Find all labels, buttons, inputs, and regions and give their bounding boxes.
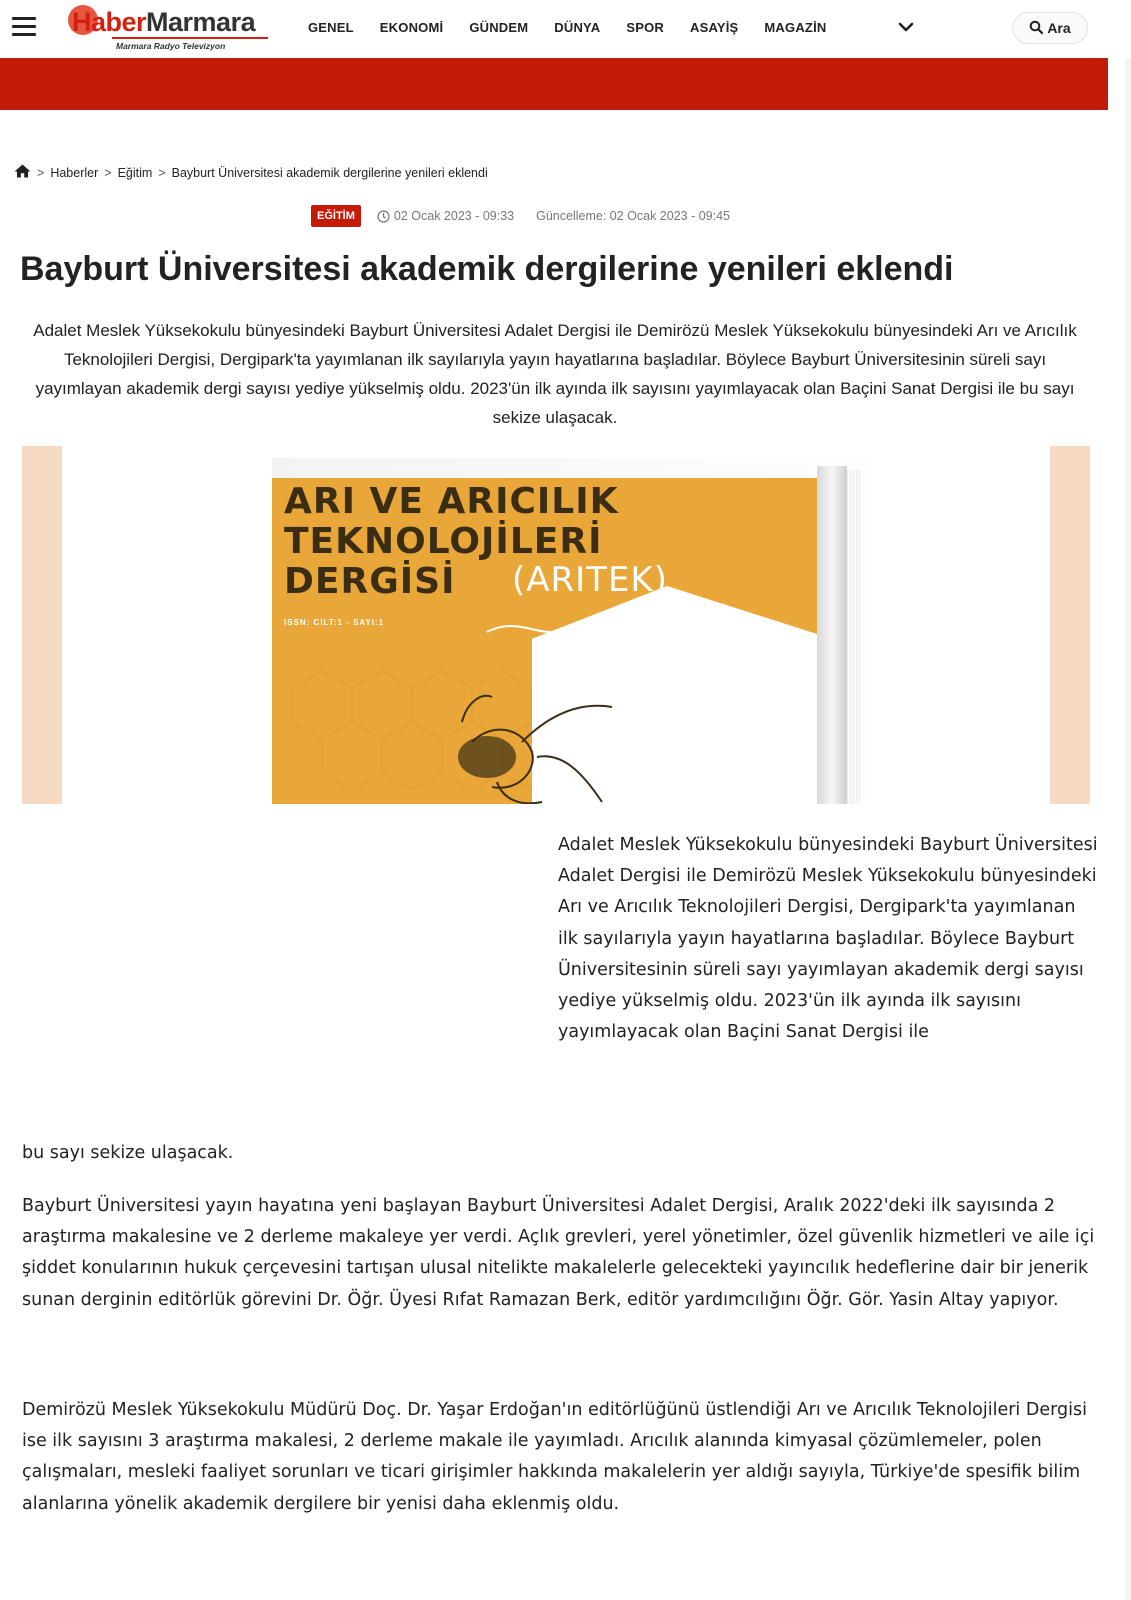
book-spine	[817, 466, 847, 804]
cover-abbreviation: (ARITEK)	[512, 560, 668, 600]
image-padding-right	[1050, 446, 1090, 804]
ad-space	[22, 832, 532, 1132]
clock-icon	[377, 210, 390, 223]
nav-item-ekonomi[interactable]: EKONOMİ	[379, 20, 444, 35]
nav-item-asayis[interactable]: ASAYİŞ	[689, 20, 739, 35]
chevron-down-icon[interactable]	[897, 18, 915, 36]
nav-item-spor[interactable]: SPOR	[626, 20, 664, 35]
category-badge[interactable]: EĞİTİM	[311, 205, 361, 227]
site-header	[0, 0, 1131, 58]
breadcrumb-haberler[interactable]: Haberler	[50, 165, 99, 180]
logo-underline	[112, 37, 268, 39]
breadcrumb-current: Bayburt Üniversitesi akademik dergilerine yenileri eklendi	[171, 165, 488, 180]
image-padding-left	[22, 446, 62, 804]
cover-issn: ISSN: CİLT:1 - SAYI:1	[284, 618, 385, 627]
article-image[interactable]	[22, 446, 1090, 804]
nav-item-genel[interactable]: GENEL	[308, 20, 354, 35]
body-paragraph-1-tail: bu sayı sekize ulaşacak.	[22, 1143, 234, 1163]
article-summary: Adalet Meslek Yüksekokulu bünyesindeki Bayburt Üniversitesi Adalet Dergisi ile Demirözü Meslek Yüksekokulu bünyesindeki Arı ve Arıcılık Teknolojileri Dergisi, Dergipark'ta yayımlanan ilk sayılarıyla yayın hayatlarına başladılar. Böylece Bayburt Üniversitesinin süreli sayı yayımlayan akademik dergi sayısı yediye yükselmiş oldu. 2023'ün ilk ayında ilk sayısını yayımlayacak olan Baçini Sanat Dergisi ile bu sayı sekize ulaşacak.	[33, 321, 1077, 427]
nav-item-dunya[interactable]: DÜNYA	[554, 20, 601, 35]
red-banner	[0, 58, 1108, 110]
publish-date	[377, 209, 514, 223]
flourish-ornament	[482, 604, 662, 644]
breadcrumb-separator: >	[158, 165, 166, 180]
nav-item-magazin[interactable]: MAGAZİN	[764, 20, 827, 35]
logo-text: HaberMarmara	[72, 7, 256, 37]
article-title: Bayburt Üniversitesi akademik dergilerine yenileri eklendi	[20, 250, 954, 288]
body-paragraph-2: Bayburt Üniversitesi yayın hayatına yeni başlayan Bayburt Üniversitesi Adalet Dergisi, Aralık 2022'deki ilk sayısında 2 araştırma makalesine ve 2 derleme makaleye yer verdi. Açlık grevleri, yerel yönetimler, özel güvenlik hizmetleri ve aile içi şiddet konularının hukuk çerçevesini tartışan ulusal nitelikte makalelerle gelecekteki yayıncılık hedeflerine dair bir jenerik sunan derginin editörlük görevini Dr. Öğr. Üyesi Rıfat Ramazan Berk, editör yardımcılığını Öğr. Gör. Yasin Altay yapıyor.	[22, 1196, 1095, 1310]
update-date: Güncelleme: 02 Ocak 2023 - 09:45	[536, 209, 730, 223]
bee-illustration	[322, 682, 622, 804]
article-meta	[311, 205, 730, 227]
search-button[interactable]	[1012, 12, 1088, 44]
main-nav	[308, 20, 852, 35]
breadcrumb-separator: >	[104, 165, 112, 180]
breadcrumb-egitim[interactable]: Eğitim	[117, 165, 153, 180]
publish-date-text: 02 Ocak 2023 - 09:33	[393, 209, 515, 223]
search-label: Ara	[1047, 20, 1071, 36]
search-icon	[1029, 20, 1043, 37]
scrollbar[interactable]	[1125, 58, 1131, 1600]
body-paragraph-1: Adalet Meslek Yüksekokulu bünyesindeki Bayburt Üniversitesi Adalet Dergisi ile Demirözü Meslek Yüksekokulu bünyesindeki Arı ve Arıcılık Teknolojileri Dergisi, Dergipark'ta yayımlanan ilk sayılarıyla yayın hayatlarına başladılar. Böylece Bayburt Üniversitesinin süreli sayı yayımlayan akademik dergi sayısı yediye yükselmiş oldu. 2023'ün ilk ayında ilk sayısını yayımlayacak olan Baçini Sanat Dergisi ile	[558, 835, 1098, 1043]
body-paragraph-3: Demirözü Meslek Yüksekokulu Müdürü Doç. Dr. Yaşar Erdoğan'ın editörlüğünü üstlendiği Arı ve Arıcılık Teknolojileri Dergisi ise ilk sayısını 3 araştırma makalesi, 2 derleme makale ile yayımladı. Arıcılık alanında kimyasal çözümlemeler, polen çalışmaları, mesleki faaliyet sorunları ve ticari girişimler hakkında makalelerin yer aldığı sayıyla, Türkiye'de spesifik bilim alanlarına yönelik akademik dergilere bir yenisi daha eklenmiş oldu.	[22, 1400, 1087, 1514]
home-icon[interactable]	[14, 164, 31, 181]
cover-title: ARI VE ARICILIK TEKNOLOJİLERİ DERGİSİ	[284, 481, 619, 602]
site-logo[interactable]	[72, 5, 272, 53]
book-pages	[847, 470, 861, 804]
logo-subtitle: Marmara Radyo Televizyon	[116, 41, 226, 51]
breadcrumb	[14, 164, 488, 181]
nav-item-gundem[interactable]: GÜNDEM	[469, 20, 529, 35]
breadcrumb-separator: >	[37, 165, 45, 180]
hamburger-icon[interactable]	[12, 17, 36, 39]
